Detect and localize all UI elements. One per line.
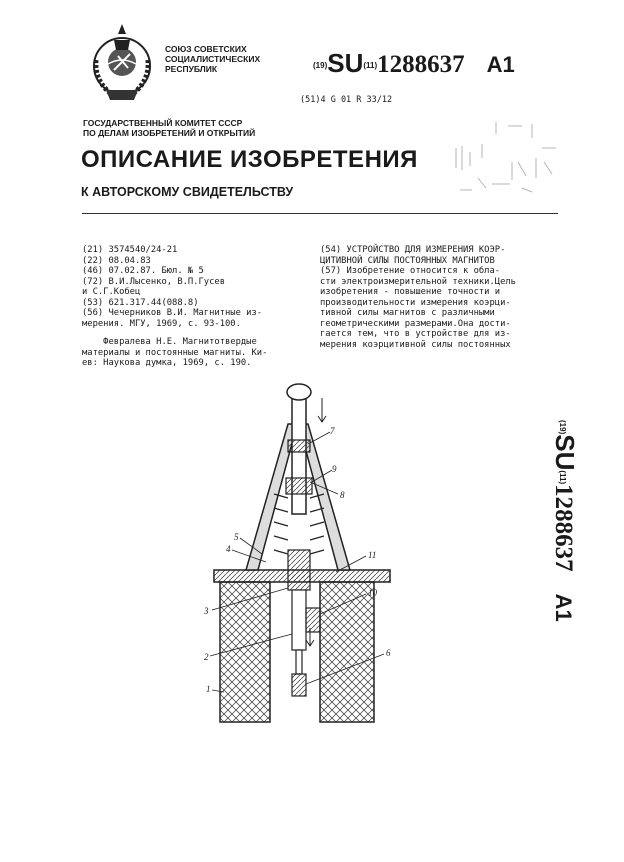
upper-sleeve xyxy=(286,478,312,494)
divider xyxy=(82,213,558,214)
biblio-line: Февралева Н.Е. Магнитотвердые xyxy=(82,337,257,347)
side-patent-number: 1288637 xyxy=(550,484,577,572)
biblio-line: материалы и постоянные магниты. Ки- xyxy=(82,347,268,358)
device-drawing xyxy=(196,374,402,740)
committee xyxy=(83,118,255,138)
lower-sleeve xyxy=(288,550,310,590)
biblio-line: (56) Чечерников В.И. Магнитные из- xyxy=(82,308,263,318)
abstract-line: гается тем, что в устройстве для из- xyxy=(320,329,511,339)
ussr-emblem-icon xyxy=(84,20,160,104)
biblio-line: (72) В.И.Лысенко, В.П.Гусев xyxy=(82,276,225,287)
yoke-right xyxy=(320,582,374,722)
biblio-line: (53) 621.317.44(088.8) xyxy=(82,297,199,308)
organization-line: СОЮЗ СОВЕТСКИХ xyxy=(165,44,247,54)
collar xyxy=(288,440,310,452)
side-kind-code: A1 xyxy=(551,593,576,622)
abstract-line: производительности измерения коэрци- xyxy=(320,297,511,308)
bibliographic-data xyxy=(82,245,267,369)
organization-line: РЕСПУБЛИК xyxy=(165,64,218,74)
abstract-line: мерения коэрцитивной силы постоянных xyxy=(320,339,511,350)
ref-label: 1 xyxy=(206,684,211,694)
yoke-left xyxy=(220,582,270,722)
probe xyxy=(296,650,302,674)
organization-line: СОЦИАЛИСТИЧЕСКИХ xyxy=(165,54,261,64)
ref-label: 3 xyxy=(204,606,209,616)
committee-line: ПО ДЕЛАМ ИЗОБРЕТЕНИЙ И ОТКРЫТИЙ xyxy=(83,128,256,138)
biblio-line: (22) 08.04.83 xyxy=(82,255,151,266)
ref-label: 8 xyxy=(340,490,345,500)
pub-number-code: (11) xyxy=(363,61,378,70)
side-pub-number-code: (11) xyxy=(558,470,567,485)
abstract-line: (54) УСТРОЙСТВО ДЛЯ ИЗМЕРЕНИЯ КОЭР- xyxy=(320,245,506,255)
library-stamp xyxy=(452,118,558,200)
committee-line: ГОСУДАРСТВЕННЫЙ КОМИТЕТ СССР xyxy=(83,118,243,128)
pub-prefix-code: (19) xyxy=(313,61,328,70)
arrow-indicator xyxy=(318,398,326,422)
kind-code: A1 xyxy=(486,52,515,77)
ipc-classification: (51)4 G 01 R 33/12 xyxy=(300,95,393,105)
side-country-code: SU xyxy=(550,434,580,471)
ref-label: 10 xyxy=(368,588,377,598)
abstract-line: (57) Изобретение относится к обла- xyxy=(320,266,501,276)
abstract-line: геометрическими размерами.Она дости- xyxy=(320,318,511,329)
biblio-line: и С.Г.Кобец xyxy=(82,287,141,297)
abstract-line: изобретения - повышение точности и xyxy=(320,287,501,297)
country-code: SU xyxy=(327,48,364,78)
side-pub-prefix-code: (19) xyxy=(558,420,567,435)
patent-number: 1288637 xyxy=(377,51,465,78)
biblio-line: ев: Наукова думка, 1969, с. 190. xyxy=(82,358,252,368)
biblio-line xyxy=(82,329,267,337)
ref-label: 7 xyxy=(330,426,335,436)
page-subtitle: К АВТОРСКОМУ СВИДЕТЕЛЬСТВУ xyxy=(81,185,294,199)
coil-right xyxy=(306,608,320,632)
ref-label: 9 xyxy=(332,464,337,474)
abstract-line: ЦИТИВНОЙ СИЛЫ ПОСТОЯННЫХ МАГНИТОВ xyxy=(320,255,495,266)
ref-label: 2 xyxy=(204,652,209,662)
sample-magnet xyxy=(292,674,306,696)
ref-label: 4 xyxy=(226,544,231,554)
rod-knob xyxy=(287,384,311,400)
abstract-line: сти электроизмерительной техники.Цель xyxy=(320,276,516,287)
organization xyxy=(165,44,260,74)
biblio-line: (46) 07.02.87. Бюл. № 5 xyxy=(82,266,204,276)
biblio-line: (21) 3574540/24-21 xyxy=(82,245,178,255)
side-publication-number xyxy=(546,420,586,670)
ref-label: 6 xyxy=(386,648,391,658)
publication-number xyxy=(313,48,515,79)
abstract xyxy=(320,245,516,350)
ref-label: 5 xyxy=(234,532,239,542)
central-rod xyxy=(292,394,306,514)
ref-label: 11 xyxy=(368,550,377,560)
pole-piece xyxy=(292,590,306,650)
abstract-line: тивной силы магнитов с различными xyxy=(320,308,495,318)
biblio-line: мерения. МГУ, 1969, с. 93-100. xyxy=(82,318,241,329)
page-title: ОПИСАНИЕ ИЗОБРЕТЕНИЯ xyxy=(81,146,418,173)
